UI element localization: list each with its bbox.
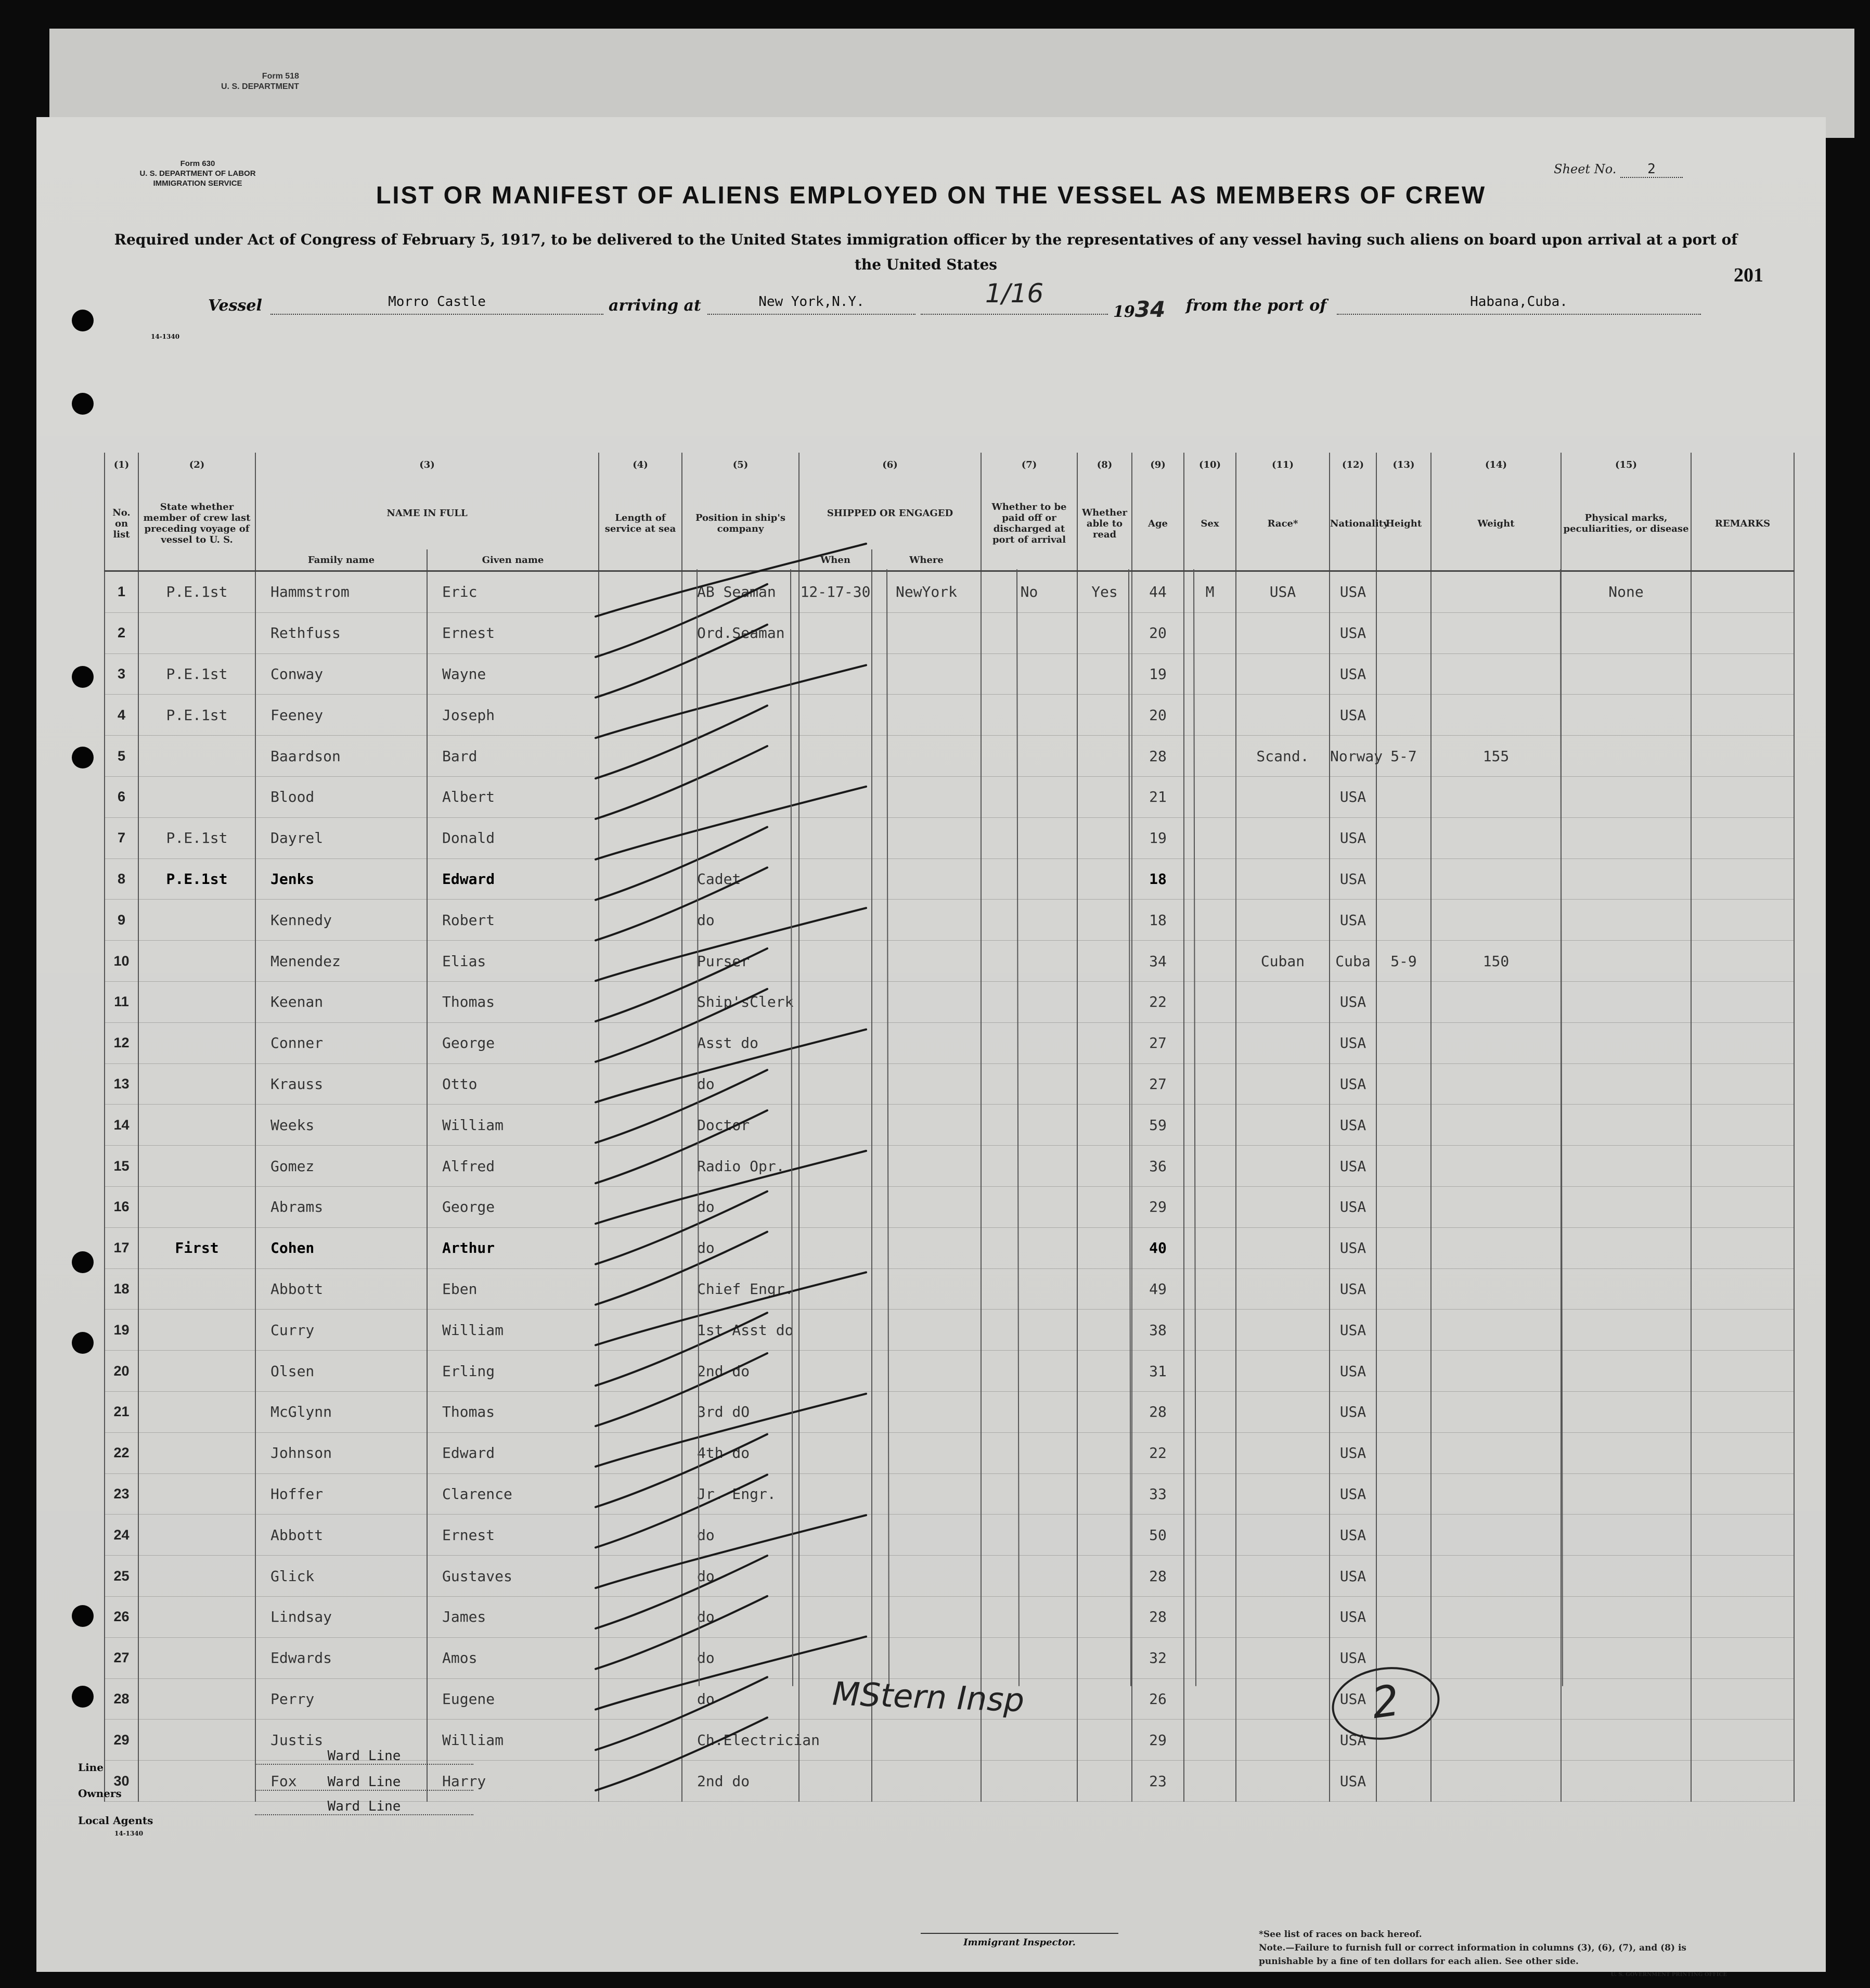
cell-nationality: USA [1330, 1596, 1376, 1637]
cell-age: 22 [1132, 981, 1184, 1022]
arriving-label: arriving at [609, 297, 701, 315]
cell-nationality: USA [1330, 695, 1376, 736]
cell-race: USA [1236, 571, 1330, 613]
col-previous-voyage: State whether member of crew last preceding voyage of vessel to U. S. [138, 477, 255, 571]
cell-family-name: Johnson [255, 1432, 427, 1473]
cell-height: 5-7 [1376, 736, 1431, 777]
cell-nationality: USA [1330, 571, 1376, 613]
cell-nationality: USA [1330, 1351, 1376, 1392]
col-when: When [799, 549, 872, 571]
cell-previous-voyage: P.E.1st [138, 858, 255, 900]
cell-family-name: Feeney [255, 695, 427, 736]
cell-nationality: Cuba [1330, 941, 1376, 982]
cell-previous-voyage: P.E.1st [138, 695, 255, 736]
cell-nationality: USA [1330, 1473, 1376, 1515]
cell-nationality: USA [1330, 1268, 1376, 1310]
cell-family-name: Krauss [255, 1063, 427, 1105]
col-paid-off: Whether to be paid off or discharged at port of arrival [981, 477, 1077, 571]
ditto-stroke [596, 584, 767, 657]
ditto-vertical [1129, 570, 1131, 1686]
cell-nationality: USA [1330, 1146, 1376, 1187]
cell-position: 2nd do [682, 1761, 799, 1802]
cell-shipped-when: 12-17-30 [799, 571, 872, 613]
cell-family-name: Cohen [255, 1227, 427, 1268]
cell-shipped-where: NewYork [872, 571, 981, 613]
ditto-stroke [596, 1556, 767, 1628]
cell-row-number: 15 [105, 1146, 138, 1187]
cell-row-number: 14 [105, 1105, 138, 1146]
cell-weight: 150 [1431, 941, 1561, 982]
cell-row-number: 29 [105, 1720, 138, 1761]
cell-given-name: William [427, 1105, 599, 1146]
cell-row-number: 19 [105, 1310, 138, 1351]
ditto-stroke [596, 1151, 866, 1224]
cell-race: Cuban [1236, 941, 1330, 982]
cell-nationality: USA [1330, 1227, 1376, 1268]
ditto-vertical [1194, 570, 1196, 1686]
cell-given-name: Wayne [427, 653, 599, 695]
cell-position: Ship'sClerk [682, 981, 799, 1022]
agents-label: Local Agents [78, 1814, 153, 1827]
cell-given-name: William [427, 1720, 599, 1761]
cell-previous-voyage: First [138, 1227, 255, 1268]
cell-family-name: Menendez [255, 941, 427, 982]
cell-position: do [682, 900, 799, 941]
cell-position: 3rd dO [682, 1391, 799, 1432]
col-remarks: REMARKS [1691, 477, 1794, 571]
cell-family-name: Baardson [255, 736, 427, 777]
cell-position: do [682, 1596, 799, 1637]
cell-row-number: 26 [105, 1596, 138, 1637]
ditto-vertical [1561, 570, 1563, 1686]
cell-given-name: Edward [427, 858, 599, 900]
col-able-to-read: Whether able to read [1077, 477, 1132, 571]
col-num-5: (5) [682, 453, 799, 477]
cell-age: 33 [1132, 1473, 1184, 1515]
cell-given-name: Eugene [427, 1678, 599, 1720]
cell-age: 22 [1132, 1432, 1184, 1473]
cell-given-name: Amos [427, 1637, 599, 1678]
ditto-stroke [596, 1637, 866, 1710]
cell-age: 29 [1132, 1186, 1184, 1227]
cell-row-number: 9 [105, 900, 138, 941]
sheet-number: Sheet No. 2 [1554, 161, 1683, 178]
cell-family-name: Edwards [255, 1637, 427, 1678]
owners-value: Ward Line [255, 1774, 473, 1791]
ditto-stroke [596, 1110, 767, 1183]
cell-nationality: USA [1330, 1761, 1376, 1802]
cell-row-number: 18 [105, 1268, 138, 1310]
cell-row-number: 16 [105, 1186, 138, 1227]
cell-given-name: Robert [427, 900, 599, 941]
col-num-2: (2) [138, 453, 255, 477]
cell-nationality: USA [1330, 1063, 1376, 1105]
cell-row-number: 2 [105, 612, 138, 653]
cell-given-name: Arthur [427, 1227, 599, 1268]
cell-age: 27 [1132, 1022, 1184, 1063]
cell-given-name: Erling [427, 1351, 599, 1392]
from-label: from the port of [1186, 297, 1327, 315]
cell-row-number: 13 [105, 1063, 138, 1105]
cell-family-name: Glick [255, 1556, 427, 1597]
cell-given-name: Ernest [427, 1515, 599, 1556]
col-shipped-or-engaged: SHIPPED OR ENGAGED [799, 477, 981, 549]
cell-age: 19 [1132, 653, 1184, 695]
form-number-block: Form 630 U. S. DEPARTMENT OF LABOR IMMIGRATION SERVICE [139, 159, 256, 188]
cell-row-number: 17 [105, 1227, 138, 1268]
cell-position: AB Seaman [682, 571, 799, 613]
cell-given-name: Thomas [427, 1391, 599, 1432]
cell-given-name: Gustaves [427, 1556, 599, 1597]
cell-given-name: Elias [427, 941, 599, 982]
cell-row-number: 21 [105, 1391, 138, 1432]
cell-position: 4th do [682, 1432, 799, 1473]
cell-nationality: USA [1330, 981, 1376, 1022]
cell-row-number: 20 [105, 1351, 138, 1392]
ditto-stroke [596, 1070, 767, 1143]
cell-family-name: Perry [255, 1678, 427, 1720]
cell-age: 50 [1132, 1515, 1184, 1556]
col-num-4: (4) [599, 453, 682, 477]
col-height: Height [1376, 477, 1431, 571]
cell-position: Jr. Engr. [682, 1473, 799, 1515]
cell-row-number: 6 [105, 776, 138, 817]
stamped-page-number: 201 [1734, 264, 1763, 286]
cell-row-number: 3 [105, 653, 138, 695]
col-no-on-list: No. on list [105, 477, 138, 571]
year-label: 1934 [1113, 297, 1166, 322]
cell-position: do [682, 1515, 799, 1556]
cell-position: Purser [682, 941, 799, 982]
cell-family-name: Justis [255, 1720, 427, 1761]
cell-row-number: 12 [105, 1022, 138, 1063]
cell-family-name: Hammstrom [255, 571, 427, 613]
cell-position: do [682, 1227, 799, 1268]
cell-nationality: USA [1330, 1310, 1376, 1351]
cell-age: 18 [1132, 900, 1184, 941]
cell-nationality: USA [1330, 900, 1376, 941]
col-age: Age [1132, 477, 1184, 571]
cell-nationality: USA [1330, 1186, 1376, 1227]
cell-age: 36 [1132, 1146, 1184, 1187]
cell-position: 2nd do [682, 1351, 799, 1392]
ditto-stroke [596, 1596, 767, 1669]
cell-age: 19 [1132, 817, 1184, 858]
col-num-7: (7) [981, 453, 1077, 477]
col-weight: Weight [1431, 477, 1561, 571]
cell-age: 28 [1132, 1556, 1184, 1597]
ditto-stroke [596, 1272, 866, 1345]
cell-age: 28 [1132, 1391, 1184, 1432]
cell-family-name: Dayrel [255, 817, 427, 858]
cell-position: Cadet [682, 858, 799, 900]
cell-position: Doctor [682, 1105, 799, 1146]
cell-nationality: USA [1330, 858, 1376, 900]
cell-family-name: Lindsay [255, 1596, 427, 1637]
cell-position: do [682, 1186, 799, 1227]
col-num-11: (11) [1236, 453, 1330, 477]
cell-nationality: USA [1330, 1515, 1376, 1556]
line-value: Ward Line [255, 1748, 473, 1765]
cell-family-name: Conway [255, 653, 427, 695]
ditto-stroke [596, 1232, 767, 1305]
cell-family-name: Weeks [255, 1105, 427, 1146]
cell-family-name: Hoffer [255, 1473, 427, 1515]
cell-age: 27 [1132, 1063, 1184, 1105]
cell-previous-voyage: P.E.1st [138, 571, 255, 613]
ditto-stroke [596, 948, 767, 1021]
ditto-stroke [596, 1434, 767, 1507]
agents-value: Ward Line [255, 1799, 473, 1815]
cell-able-to-read: Yes [1077, 571, 1132, 613]
cell-position: do [682, 1063, 799, 1105]
cell-given-name: Alfred [427, 1146, 599, 1187]
cell-row-number: 24 [105, 1515, 138, 1556]
cell-given-name: Edward [427, 1432, 599, 1473]
cell-family-name: Olsen [255, 1351, 427, 1392]
cell-position: 1st Asst do [682, 1310, 799, 1351]
cell-height: 5-9 [1376, 941, 1431, 982]
cell-age: 32 [1132, 1637, 1184, 1678]
cell-position: Ch.Electrician [682, 1720, 799, 1761]
col-where: Where [872, 549, 981, 571]
cell-age: 40 [1132, 1227, 1184, 1268]
cell-family-name: Conner [255, 1022, 427, 1063]
ditto-stroke [596, 1474, 767, 1547]
cell-age: 23 [1132, 1761, 1184, 1802]
owners-label: Owners [78, 1787, 122, 1800]
cell-given-name: Donald [427, 817, 599, 858]
ditto-vertical [791, 570, 793, 1686]
inspector-signature: MStern Insp [831, 1674, 1025, 1720]
col-position: Position in ship's company [682, 477, 799, 571]
cell-paid-off: No [981, 571, 1077, 613]
cell-family-name: Abrams [255, 1186, 427, 1227]
vessel-name: Morro Castle [270, 294, 603, 315]
cell-family-name: Kennedy [255, 900, 427, 941]
cell-row-number: 11 [105, 981, 138, 1022]
ditto-vertical [1017, 570, 1019, 1686]
col-name-in-full: NAME IN FULL [255, 477, 599, 549]
cell-given-name: Otto [427, 1063, 599, 1105]
ditto-stroke [596, 787, 866, 860]
cell-age: 38 [1132, 1310, 1184, 1351]
ditto-stroke [596, 827, 767, 900]
ditto-stroke [596, 1353, 767, 1426]
cell-previous-voyage: P.E.1st [138, 653, 255, 695]
ditto-stroke [596, 625, 767, 698]
cell-given-name: Ernest [427, 612, 599, 653]
cell-row-number: 7 [105, 817, 138, 858]
ditto-stroke [596, 867, 767, 940]
cell-position: Radio Opr. [682, 1146, 799, 1187]
ditto-stroke [596, 544, 866, 617]
cell-position: Chief Engr. [682, 1268, 799, 1310]
cell-row-number: 22 [105, 1432, 138, 1473]
cell-family-name: Blood [255, 776, 427, 817]
cell-row-number: 1 [105, 571, 138, 613]
cell-age: 59 [1132, 1105, 1184, 1146]
cell-position: do [682, 1556, 799, 1597]
cell-nationality: Norway [1330, 736, 1376, 777]
cell-previous-voyage: P.E.1st [138, 817, 255, 858]
cell-row-number: 30 [105, 1761, 138, 1802]
circled-mark: 2 [1327, 1660, 1444, 1747]
cell-family-name: Abbott [255, 1268, 427, 1310]
cell-given-name: Joseph [427, 695, 599, 736]
cell-row-number: 8 [105, 858, 138, 900]
col-num-1: (1) [105, 453, 138, 477]
cell-family-name: Curry [255, 1310, 427, 1351]
cell-position: do [682, 1637, 799, 1678]
col-num-15: (15) [1561, 453, 1691, 477]
cell-row-number: 28 [105, 1678, 138, 1720]
cell-family-name: McGlynn [255, 1391, 427, 1432]
ditto-stroke [596, 1030, 866, 1102]
cell-given-name: Harry [427, 1761, 599, 1802]
cell-given-name: Albert [427, 776, 599, 817]
ditto-stroke [596, 1515, 866, 1588]
ditto-stroke [596, 746, 767, 819]
arrival-date: 1/16 [921, 278, 1108, 315]
cell-age: 26 [1132, 1678, 1184, 1720]
col-num-8: (8) [1077, 453, 1132, 477]
cell-age: 31 [1132, 1351, 1184, 1392]
cell-given-name: William [427, 1310, 599, 1351]
immigrant-inspector-label: Immigrant Inspector. [921, 1933, 1118, 1948]
cell-family-name: Gomez [255, 1146, 427, 1187]
cell-age: 20 [1132, 695, 1184, 736]
col-num-9: (9) [1132, 453, 1184, 477]
back-form-label: Form 518 U. S. DEPARTMENT [221, 72, 299, 91]
col-length-of-service: Length of service at sea [599, 477, 682, 571]
ditto-stroke [596, 989, 767, 1062]
cell-nationality: USA [1330, 1105, 1376, 1146]
cell-nationality: USA [1330, 1432, 1376, 1473]
col-sex: Sex [1184, 477, 1236, 571]
col-physical-marks: Physical marks, peculiarities, or disease [1561, 477, 1691, 571]
ditto-stroke [596, 665, 866, 738]
cell-sex: M [1184, 571, 1236, 613]
col-num-13: (13) [1376, 453, 1431, 477]
cell-age: 34 [1132, 941, 1184, 982]
cell-age: 49 [1132, 1268, 1184, 1310]
col-num-3: (3) [255, 453, 599, 477]
col-num-6: (6) [799, 453, 981, 477]
cell-nationality: USA [1330, 612, 1376, 653]
col-nationality: Nationality [1330, 477, 1376, 571]
manifest-sheet [36, 117, 1826, 1978]
cell-age: 28 [1132, 1596, 1184, 1637]
cell-row-number: 25 [105, 1556, 138, 1597]
cell-family-name: Abbott [255, 1515, 427, 1556]
cell-nationality: USA [1330, 1678, 1376, 1720]
page-title: LIST OR MANIFEST OF ALIENS EMPLOYED ON THE VESSEL AS MEMBERS OF CREW [376, 181, 1487, 209]
col-num-12: (12) [1330, 453, 1376, 477]
cell-nationality: USA [1330, 1720, 1376, 1761]
cell-physical-marks: None [1561, 571, 1691, 613]
cell-nationality: USA [1330, 776, 1376, 817]
ditto-stroke [596, 706, 767, 778]
ditto-stroke [596, 1313, 767, 1386]
ditto-vertical [887, 570, 889, 1686]
form-code-top: 14-1340 [151, 333, 180, 340]
cell-position: Asst do [682, 1022, 799, 1063]
col-num-10: (10) [1184, 453, 1236, 477]
cell-position: do [682, 1678, 799, 1720]
cell-age: 28 [1132, 736, 1184, 777]
cell-row-number: 10 [105, 941, 138, 982]
cell-given-name: Eric [427, 571, 599, 613]
ditto-stroke [596, 1394, 866, 1467]
cell-nationality: USA [1330, 817, 1376, 858]
line-label: Line [78, 1761, 104, 1774]
cell-given-name: Eben [427, 1268, 599, 1310]
col-race: Race* [1236, 477, 1330, 571]
cell-row-number: 4 [105, 695, 138, 736]
cell-given-name: Thomas [427, 981, 599, 1022]
cell-given-name: George [427, 1186, 599, 1227]
cell-position: Ord.Seaman [682, 612, 799, 653]
cell-nationality: USA [1330, 1022, 1376, 1063]
ditto-stroke [596, 1191, 767, 1264]
cell-race: Scand. [1236, 736, 1330, 777]
ditto-stroke [596, 1717, 767, 1790]
cell-age: 21 [1132, 776, 1184, 817]
col-given-name: Given name [427, 549, 599, 571]
cell-family-name: Jenks [255, 858, 427, 900]
ditto-stroke [596, 1677, 767, 1750]
cell-family-name: Fox [255, 1761, 427, 1802]
cell-age: 18 [1132, 858, 1184, 900]
footnote: *See list of races on back hereof. Note.—Failure to furnish full or correct information in columns (3), (6), (7), and (8) is punishable by a fine of ten dollars for each alien. See other side. U. S. GOVERNMENT PRINTING OFFICE [1259, 1929, 1727, 1978]
arriving-port: New York,N.Y. [707, 294, 915, 315]
form-code-bottom: 14-1340 [114, 1830, 144, 1837]
cell-row-number: 27 [105, 1637, 138, 1678]
vessel-label: Vessel [208, 297, 262, 315]
col-num-14: (14) [1431, 453, 1561, 477]
cell-nationality: USA [1330, 1556, 1376, 1597]
cell-given-name: Clarence [427, 1473, 599, 1515]
cell-given-name: James [427, 1596, 599, 1637]
cell-family-name: Rethfuss [255, 612, 427, 653]
cell-age: 20 [1132, 612, 1184, 653]
cell-weight: 155 [1431, 736, 1561, 777]
col-family-name: Family name [255, 549, 427, 571]
cell-row-number: 5 [105, 736, 138, 777]
cell-age: 29 [1132, 1720, 1184, 1761]
cell-nationality: USA [1330, 1391, 1376, 1432]
cell-given-name: Bard [427, 736, 599, 777]
cell-nationality: USA [1330, 653, 1376, 695]
cell-row-number: 23 [105, 1473, 138, 1515]
cell-family-name: Keenan [255, 981, 427, 1022]
cell-age: 44 [1132, 571, 1184, 613]
cell-nationality: USA [1330, 1637, 1376, 1678]
from-port: Habana,Cuba. [1337, 294, 1701, 315]
page-subtitle: Required under Act of Congress of February 5, 1917, to be delivered to the United States immigration officer by the representatives of any vessel having such aliens on board upon arrival at a port of the United States [114, 231, 1738, 273]
ditto-stroke [596, 908, 866, 981]
cell-given-name: George [427, 1022, 599, 1063]
